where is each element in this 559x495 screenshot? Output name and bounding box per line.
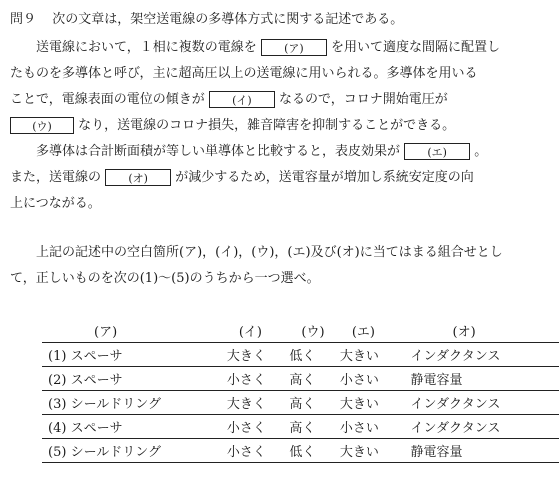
passage-text: たものを多導体と呼び，主に超高圧以上の送電線に用いられる。多導体を用いる [10,66,478,81]
instruction-text: て，正しいものを次の(1)～(5)のうちから一つ選べ。 [10,271,320,286]
passage-paragraph-2 [10,139,550,217]
choice-value: インダクタンス [411,343,559,367]
column-header-e: (オ) [411,318,559,343]
choice-value: スペーサ [70,373,123,388]
choice-value: シールドリング [70,445,162,460]
passage-text: なり，送電線のコロナ損失，雑音障害を抑制することができる。 [78,118,456,133]
passage-text: なるので，コロナ開始電圧が [279,92,448,107]
choice-value: 高く [289,415,339,439]
choice-value: シールドリング [70,397,162,412]
choice-value: 高く [289,391,339,415]
choice-value: 小さい [340,415,411,439]
choice-value: 大きい [340,343,411,367]
choice-value: 大きく [227,391,290,415]
choice-value: 静電容量 [411,439,559,463]
question-stem: 次の文章は，架空送電線の多導体方式に関する記述である。 [52,12,404,27]
column-header-b: (イ) [227,318,290,343]
passage-text: 上につながる。 [10,196,101,211]
choice-value: スペーサ [70,349,123,364]
choice-number: (1) [48,349,67,364]
blank-a-box: (ア) [261,39,327,56]
choice-value: 静電容量 [411,367,559,391]
choice-value: 高く [289,367,339,391]
blank-c-box: (ウ) [10,117,74,134]
choice-value: インダクタンス [411,415,559,439]
choice-value: スペーサ [70,421,123,436]
table-row [42,367,559,391]
answer-choices-table [42,318,559,463]
question-header [10,7,550,33]
choice-number: (5) [48,445,67,460]
choice-value: 小さい [340,367,411,391]
question-number: 問９ [10,12,37,27]
choice-cell [42,415,227,439]
table-row [42,391,559,415]
choice-cell [42,439,227,463]
passage-text: 多導体は合計断面積が等しい単導体と比較すると，表皮効果が [36,144,401,159]
instruction [10,240,550,292]
blank-e-box: (オ) [105,169,171,186]
passage-text: が減少するため，送電容量が増加し系統安定度の向 [175,170,474,185]
choice-value: 小さく [227,415,290,439]
choice-cell [42,391,227,415]
passage-text: 。 [474,144,488,159]
column-header-a: (ア) [42,318,227,343]
table-row [42,343,559,367]
passage-text: を用いて適度な間隔に配置し [331,40,501,55]
choice-value: 小さく [227,367,290,391]
choice-number: (4) [48,421,67,436]
choice-value: 大きい [340,391,411,415]
choice-number: (3) [48,397,67,412]
choice-value: 大きい [340,439,411,463]
choice-value: 大きく [227,343,290,367]
passage-paragraph-1 [10,35,550,139]
passage-text: ことで，電線表面の電位の傾きが [10,92,205,107]
column-header-d: (エ) [340,318,411,343]
blank-d-box: (エ) [404,143,470,160]
table-row [42,439,559,463]
choice-value: インダクタンス [411,391,559,415]
table-row [42,415,559,439]
column-header-c: (ウ) [289,318,339,343]
choice-value: 小さく [227,439,290,463]
blank-b-box: (イ) [209,91,275,108]
passage-text: 送電線において，１相に複数の電線を [36,40,257,55]
choice-cell [42,343,227,367]
choice-number: (2) [48,373,67,388]
choice-value: 低く [289,439,339,463]
passage-text: また，送電線の [10,170,102,185]
table-header-row [42,318,559,343]
choice-cell [42,367,227,391]
instruction-text: 上記の記述中の空白箇所(ア)，(イ)，(ウ)，(エ)及び(オ)に当てはまる組合せとし [36,245,503,260]
choice-value: 低く [289,343,339,367]
